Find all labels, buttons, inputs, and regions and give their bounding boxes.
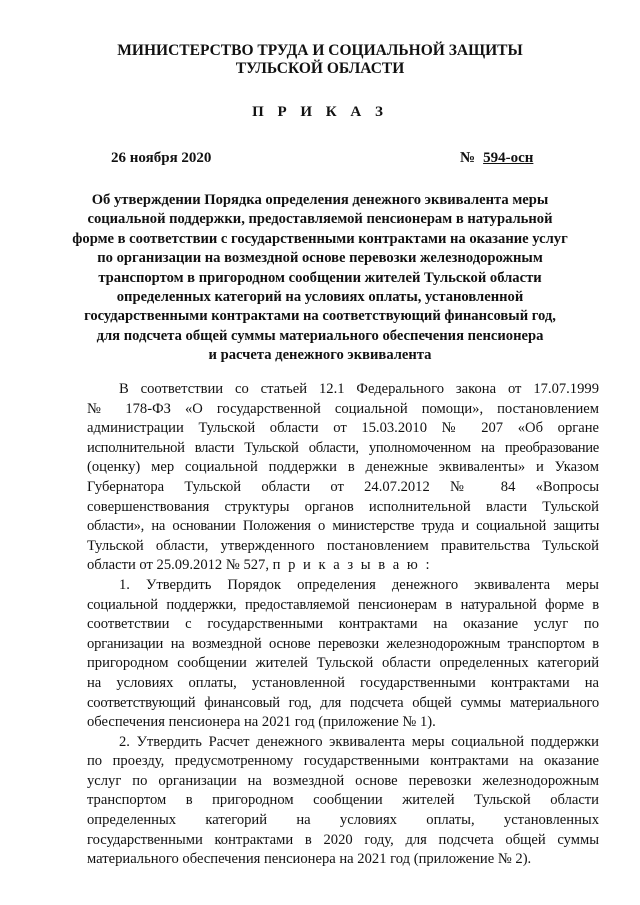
order-number <box>460 150 533 167</box>
order-body <box>87 380 599 870</box>
body-line: организации на возмездной основе перевозки железнодорожным транспортом в <box>87 635 599 652</box>
body-line: определенных категорий на условиях оплаты, установленных <box>87 812 599 829</box>
body-line: соответствии с государственными контрактами на оказание услуг по <box>87 616 599 633</box>
subject-line: определенных категорий на условиях оплаты, установленной <box>116 289 524 306</box>
order-date: 26 ноября 2020 <box>111 150 212 166</box>
order-directive: п р и к а з ы в а ю : <box>272 557 432 574</box>
subject-line: транспортом в пригородном сообщении жителей Тульской области <box>98 269 542 286</box>
body-line: № 178-ФЗ «О государственной социальной помощи», постановлением <box>87 400 599 417</box>
body-line: по проезду, предусмотренному государственными контрактами на оказание <box>87 753 599 770</box>
subject-line: и расчета денежного эквивалента <box>208 347 432 364</box>
body-line: В соответствии со статьей 12.1 Федерального закона от 17.07.1999 <box>119 381 599 397</box>
body-line: транспортом в пригородном сообщении жителей Тульской области <box>87 792 599 809</box>
body-line: социальной поддержки, предоставляемой пенсионерам в натуральной форме в <box>87 596 599 613</box>
order-subject <box>70 191 570 366</box>
body-line: Тульской области, утвержденного постановлением правительства Тульской <box>87 537 599 554</box>
body-line: исполнительной власти Тульской области, уполномоченном на преобразование <box>87 439 599 456</box>
body-line <box>87 556 599 576</box>
ministry-line-1: МИНИСТЕРСТВО ТРУДА И СОЦИАЛЬНОЙ ЗАЩИТЫ <box>117 42 523 59</box>
body-line: администрации Тульской области от 15.03.2010 № 207 «Об органе <box>87 420 599 437</box>
subject-line: Об утверждении Порядка определения денежного эквивалента меры <box>91 192 549 208</box>
subject-line: государственными контрактами на соответствующий финансовый год, <box>84 308 556 325</box>
subject-line: для подсчета общей суммы материального обеспечения пенсионера <box>96 327 544 344</box>
number-prefix: № <box>460 150 476 166</box>
body-line: совершенствования структуры органов исполнительной власти Тульской <box>87 498 599 515</box>
body-line: области», на основании Положения о министерстве труда и социальной защиты <box>87 518 599 535</box>
subject-line: форме в соответствии с государственными контрактами на оказание услуг <box>72 230 568 247</box>
subject-line: по организации на возмездной основе перевозки железнодорожным <box>97 250 543 267</box>
subject-line: социальной поддержки, предоставляемой пенсионерам в натуральной <box>87 211 553 228</box>
body-line: пригородном сообщении жителей Тульской области определенных категорий <box>87 655 599 672</box>
body-line: материального обеспечения пенсионера на 2021 год (приложение № 2). <box>87 851 532 868</box>
body-line: соответствующий финансовый год, для подсчета общей суммы материального <box>87 694 599 711</box>
body-line: Губернатора Тульской области от 24.07.2012 № 84 «Вопросы <box>87 478 599 495</box>
ministry-name <box>60 42 580 78</box>
body-line: обеспечения пенсионера на 2021 год (приложение № 1). <box>87 714 436 731</box>
body-line: 2. Утвердить Расчет денежного эквивалента меры социальной поддержки <box>119 733 599 750</box>
order-title: П Р И К А З <box>252 104 388 120</box>
body-line: государственными контрактами в 2020 году, для подсчета общей суммы <box>87 831 599 848</box>
body-line: на условиях оплаты, установленной государственными контрактами на <box>87 674 599 691</box>
number-value: 594-осн <box>483 150 534 166</box>
ministry-line-2: ТУЛЬСКОЙ ОБЛАСТИ <box>235 60 405 77</box>
body-line: (оценку) мер социальной поддержки в денежные эквиваленты» и Указом <box>87 459 599 476</box>
body-line-text: области от 25.09.2012 № 527, <box>87 557 269 574</box>
body-line: услуг по организации на возмездной основе перевозки железнодорожным <box>87 772 599 789</box>
body-line: 1. Утвердить Порядок определения денежного эквивалента меры <box>119 576 599 593</box>
